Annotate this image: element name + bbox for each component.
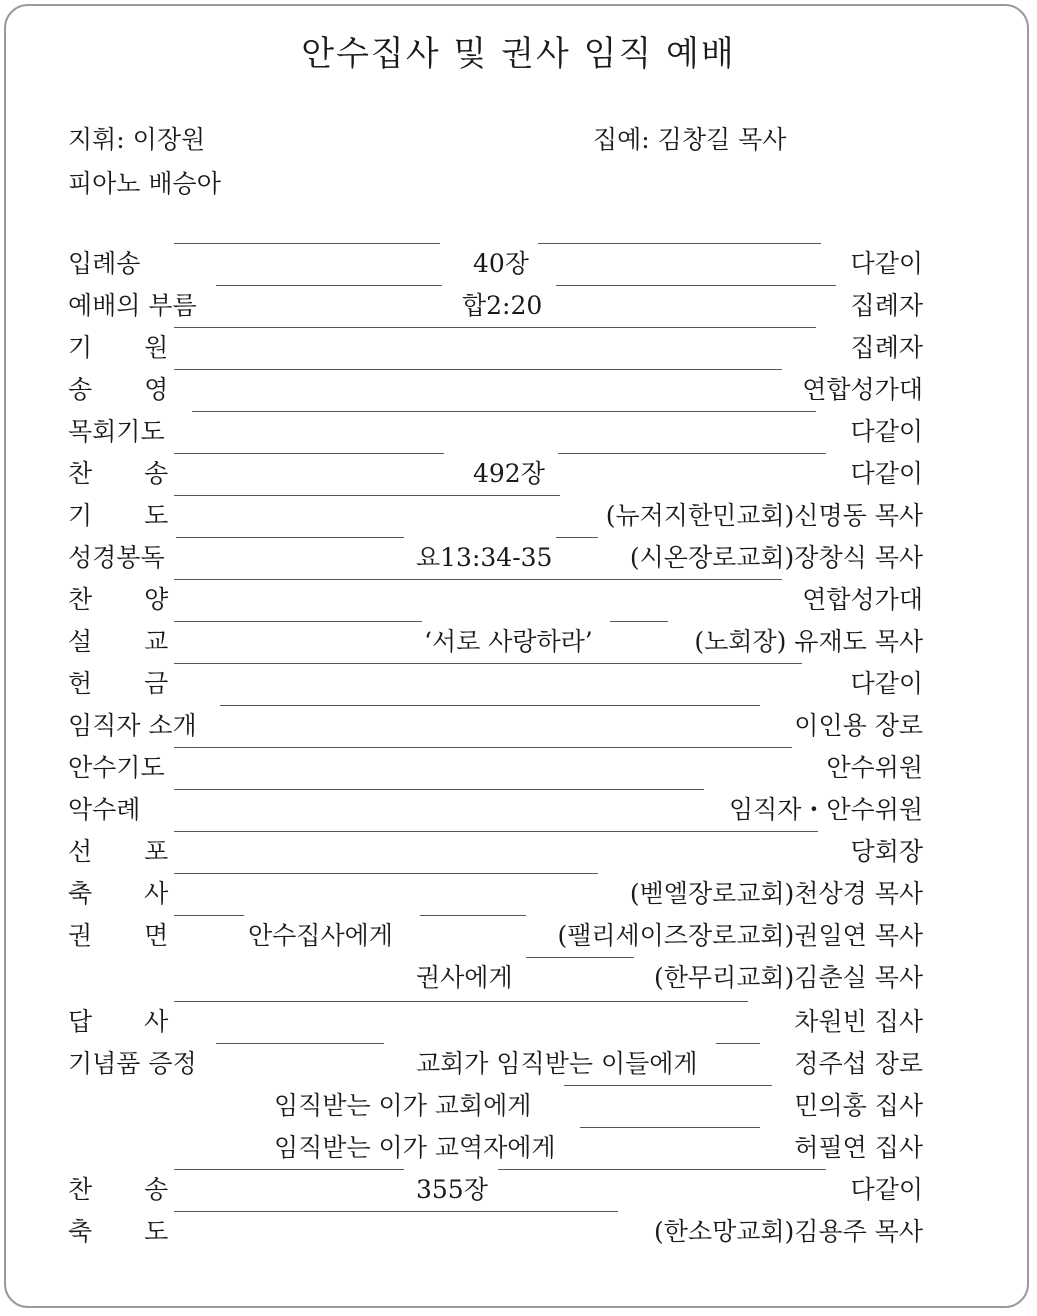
leader-line [174,243,440,286]
leader-line [174,663,802,706]
service-item [68,495,923,537]
item-label: 헌 금 [68,669,191,698]
leader-line [216,1043,384,1086]
item-label: 목회기도 [68,417,165,446]
leader-line [556,285,836,328]
service-item [68,1127,923,1169]
leader-line [220,705,760,748]
leader-line [174,747,792,790]
service-item [68,537,923,579]
item-performer: (한소망교회)김용주 목사 [654,1217,923,1246]
pianist-credit: 피아노 배승아 [68,169,221,198]
item-performer: 다같이 [850,417,923,446]
item-sermon-title: ‘서로 사랑하라’ [424,627,593,656]
item-performer: (팰리세이즈장로교회)권일연 목사 [557,921,923,950]
leader-line [174,621,422,664]
service-item [68,243,923,285]
item-performer: 정주섭 장로 [794,1049,923,1078]
item-performer: (노회장) 유재도 목사 [694,627,923,656]
service-item [68,915,923,957]
leader-line [174,789,704,832]
service-item [68,453,923,495]
item-performer: 집례자 [850,333,923,362]
item-label: 임직자 소개 [68,711,197,740]
leader-line [580,1127,760,1170]
item-performer: 다같이 [850,249,923,278]
leader-line [174,831,818,874]
item-performer: 연합성가대 [802,585,923,614]
item-label: 기 원 [68,333,191,362]
item-performer: (시온장로교회)장창식 목사 [629,543,923,572]
item-label: 축 사 [68,879,191,908]
service-item [68,1085,923,1127]
leader-line [716,1043,760,1086]
item-recipient: 교회가 임직받는 이들에게 [416,1049,698,1078]
service-item [68,1001,923,1043]
item-performer: 다같이 [850,459,923,488]
leader-line [174,1001,748,1044]
leader-line [176,537,404,580]
item-label: 성경봉독 [68,543,165,572]
item-reference: 요13:34-35 [416,543,553,572]
item-reference: 492장 [473,459,545,488]
item-performer: (벧엘장로교회)천상경 목사 [629,879,923,908]
leader-line [558,453,826,496]
leader-line [174,579,782,622]
leader-line [556,537,598,580]
item-performer: 임직자・안수위원 [728,795,923,824]
item-label: 기 도 [68,501,191,530]
item-label: 악수례 [68,795,141,824]
item-label: 축 도 [68,1217,191,1246]
item-performer: 민의홍 집사 [794,1091,923,1120]
item-label: 찬 송 [68,1175,191,1204]
item-reference: 합2:20 [462,291,543,320]
service-item [68,873,923,915]
item-label: 기념품 증정 [68,1049,197,1078]
service-item [68,369,923,411]
item-label: 찬 송 [68,459,191,488]
item-label: 입례송 [68,249,141,278]
leader-line [610,621,668,664]
leader-line [174,1169,404,1212]
service-item [68,285,923,327]
item-label: 권 면 [68,921,191,950]
service-item [68,327,923,369]
conductor-credit: 지휘: 이장원 [68,125,206,154]
item-performer: 이인용 장로 [794,711,923,740]
service-item [68,1169,923,1211]
leader-line [174,495,560,538]
program-title: 안수집사 및 권사 임직 예배 [301,34,736,74]
service-item [68,621,923,663]
item-performer: 다같이 [850,669,923,698]
item-performer: 연합성가대 [802,375,923,404]
item-reference: 40장 [473,249,529,278]
item-label: 예배의 부름 [68,291,197,320]
service-item [68,579,923,621]
service-item [68,1211,923,1253]
service-item [68,789,923,831]
presider-credit: 집예: 김창길 목사 [593,125,787,154]
item-label: 설 교 [68,627,191,656]
service-item [68,747,923,789]
item-performer: 당회장 [850,837,923,866]
item-performer: (뉴저지한민교회)신명동 목사 [605,501,923,530]
item-reference: 355장 [416,1175,488,1204]
service-item [68,663,923,705]
leader-line [174,369,782,412]
service-item [68,831,923,873]
item-recipient: 권사에게 [416,963,513,992]
item-label: 안수기도 [68,753,165,782]
item-recipient: 임직받는 이가 교회에게 [274,1091,532,1120]
leader-line [174,327,816,370]
leader-line [174,453,444,496]
leader-line [564,1085,772,1128]
item-performer: (한무리교회)김춘실 목사 [654,963,923,992]
item-performer: 다같이 [850,1175,923,1204]
item-label: 송 영 [68,375,191,404]
item-label: 선 포 [68,837,191,866]
service-item [68,1043,923,1085]
leader-line [174,915,244,958]
leader-line [538,243,821,286]
item-performer: 안수위원 [826,753,923,782]
item-label: 답 사 [68,1007,191,1036]
leader-line [174,873,598,916]
leader-line [216,285,442,328]
item-performer: 허필연 집사 [794,1133,923,1162]
item-recipient: 안수집사에게 [248,921,393,950]
item-label: 찬 양 [68,585,191,614]
leader-line [420,915,526,958]
leader-line [174,1211,618,1254]
leader-line [526,957,634,1000]
service-item [68,705,923,747]
item-performer: 차원빈 집사 [794,1007,923,1036]
service-item [68,957,923,999]
leader-line [498,1169,826,1212]
service-item [68,411,923,453]
item-recipient: 임직받는 이가 교역자에게 [274,1133,556,1162]
item-performer: 집례자 [850,291,923,320]
leader-line [192,411,816,454]
